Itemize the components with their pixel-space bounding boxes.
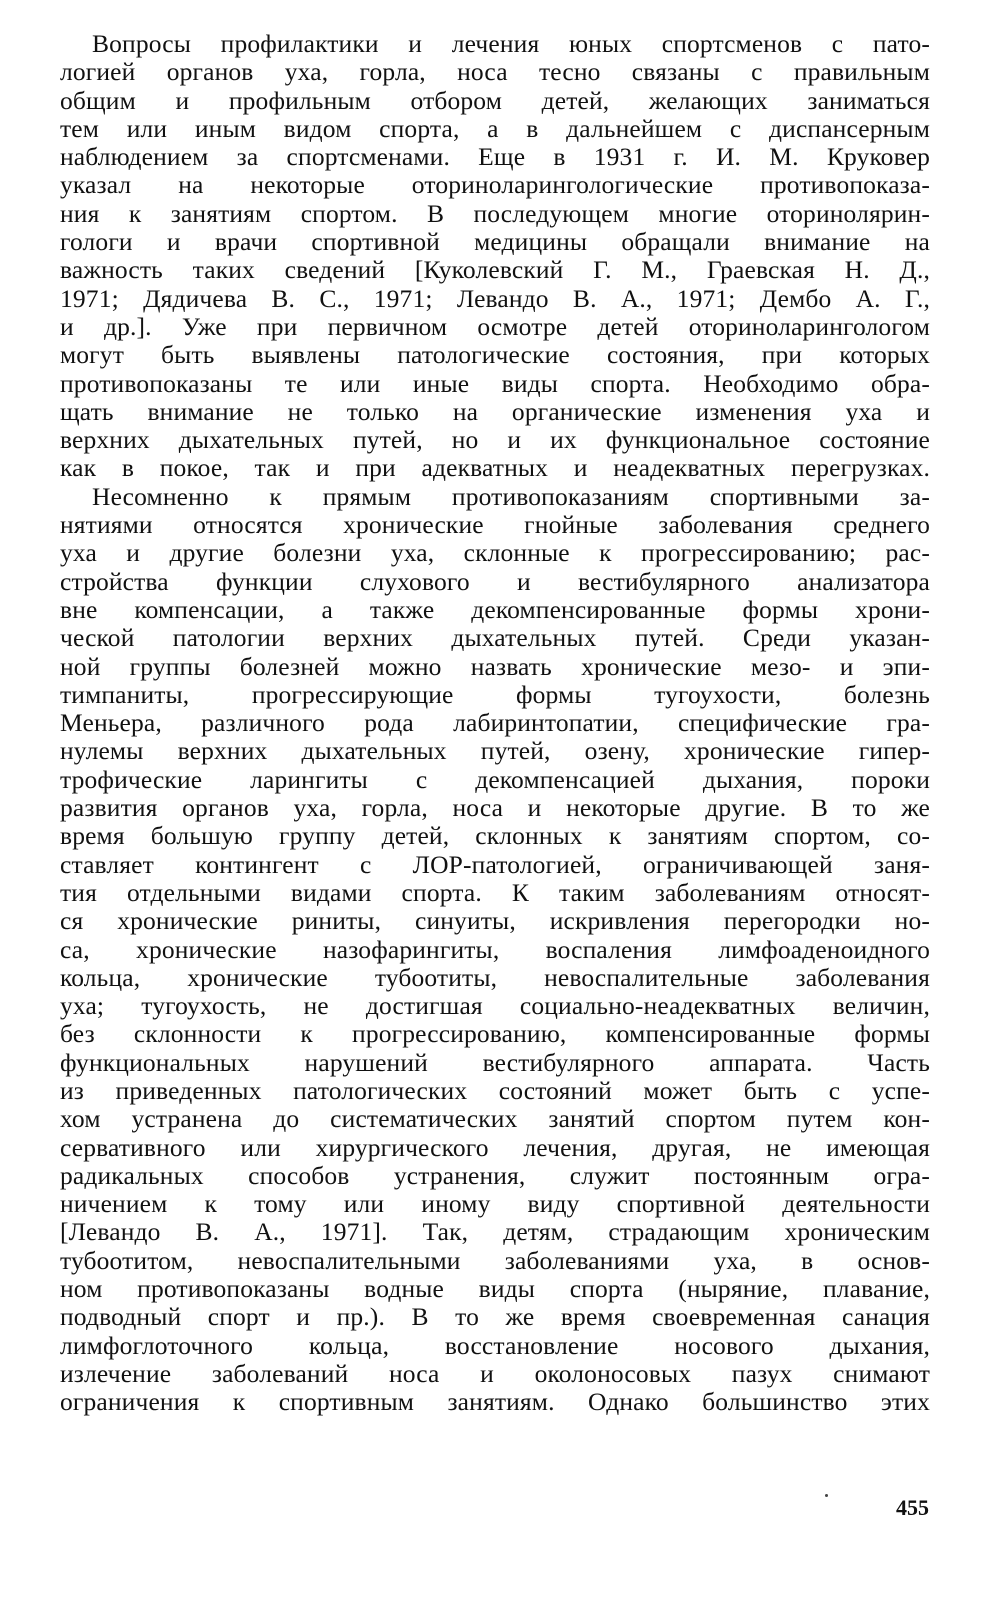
text-line: излечение заболеваний носа и околоносовых пазух снимают xyxy=(60,1359,930,1388)
document-page xyxy=(60,30,930,1570)
text-line: наблюдением за спортсменами. Еще в 1931 г. И. М. Круковер xyxy=(60,143,930,172)
text-line: Вопросы профилактики и лечения юных спортсменов с пато- xyxy=(92,30,930,58)
text-line: подводный спорт и пр.). В то же время своевременная санация xyxy=(60,1303,930,1332)
text-line: [Левандо В. А., 1971]. Так, детям, страдающим хроническим xyxy=(60,1218,930,1247)
text-line: 1971; Дядичева В. С., 1971; Левандо В. А., 1971; Дембо А. Г., xyxy=(60,284,930,313)
text-line: нятиями относятся хронические гнойные заболевания среднего xyxy=(60,511,930,540)
text-line: противопоказаны те или иные виды спорта. Необходимо обра- xyxy=(60,369,930,398)
paragraph xyxy=(60,483,930,1417)
text-line: ставляет контингент с ЛОР-патологией, ограничивающей заня- xyxy=(60,850,930,879)
text-line: радикальных способов устранения, служит постоянным огра- xyxy=(60,1161,930,1190)
text-line: время большую группу детей, склонных к занятиям спортом, со- xyxy=(60,822,930,851)
text-line: из приведенных патологических состояний может быть с успе- xyxy=(60,1076,930,1105)
text-line: ном противопоказаны водные виды спорта (ныряние, плавание, xyxy=(60,1275,930,1304)
text-line: ческой патологии верхних дыхательных путей. Среди указан- xyxy=(60,624,930,653)
text-line: тем или иным видом спорта, а в дальнейшем с диспансерным xyxy=(60,114,930,143)
text-line: ной группы болезней можно назвать хронические мезо- и эпи- xyxy=(60,652,930,681)
text-line: ничением к тому или иному виду спортивной деятельности xyxy=(60,1190,930,1219)
text-line: уха и другие болезни уха, склонные к прогрессированию; рас- xyxy=(60,539,930,568)
text-line: уха; тугоухость, не достигшая социально-неадекватных величин, xyxy=(60,992,930,1021)
text-line: щать внимание не только на органические изменения уха и xyxy=(60,397,930,426)
text-line: Несомненно к прямым противопоказаниям спортивными за- xyxy=(92,482,930,511)
text-line: вне компенсации, а также декомпенсированные формы хрони- xyxy=(60,595,930,624)
paragraph xyxy=(60,30,930,483)
text-line: ся хронические риниты, синуиты, искривления перегородки но- xyxy=(60,907,930,936)
text-line: сервативного или хирургического лечения, другая, не имеющая xyxy=(60,1133,930,1162)
text-line: са, хронические назофарингиты, воспаления лимфоаденоидного xyxy=(60,935,930,964)
text-line: указал на некоторые оториноларингологические противопоказа- xyxy=(60,171,930,200)
text-line: Меньера, различного рода лабиринтопатии, специфические гра- xyxy=(60,709,930,738)
text-line: тубоотитом, невоспалительными заболеваниями уха, в основ- xyxy=(60,1246,930,1275)
text-line: ограничения к спортивным занятиям. Однако большинство этих xyxy=(60,1388,930,1417)
text-line: лимфоглоточного кольца, восстановление носового дыхания, xyxy=(60,1331,930,1360)
page-number: 455 xyxy=(896,1495,929,1520)
text-line: нулемы верхних дыхательных путей, озену, хронические гипер- xyxy=(60,737,930,766)
text-line: логией органов уха, горла, носа тесно связаны с правильным xyxy=(60,58,930,87)
scan-speck xyxy=(825,1494,828,1497)
text-line: общим и профильным отбором детей, желающих заниматься xyxy=(60,86,930,115)
text-line: кольца, хронические тубоотиты, невоспалительные заболевания xyxy=(60,963,930,992)
text-line: и др.]. Уже при первичном осмотре детей оториноларингологом xyxy=(60,312,930,341)
text-line: тия отдельными видами спорта. К таким заболеваниям относят- xyxy=(60,878,930,907)
text-line: могут быть выявлены патологические состояния, при которых xyxy=(60,341,930,370)
text-line: развития органов уха, горла, носа и некоторые другие. В то же xyxy=(60,794,930,823)
text-line: стройства функции слухового и вестибулярного анализатора xyxy=(60,567,930,596)
text-line: трофические ларингиты с декомпенсацией дыхания, пороки xyxy=(60,765,930,794)
text-line: ния к занятиям спортом. В последующем многие оторинолярин- xyxy=(60,199,930,228)
text-line: как в покое, так и при адекватных и неадекватных перегрузках. xyxy=(60,454,930,483)
text-line: тимпаниты, прогрессирующие формы тугоухости, болезнь xyxy=(60,680,930,709)
text-line: верхних дыхательных путей, но и их функциональное состояние xyxy=(60,426,930,455)
text-line: хом устранена до систематических занятий спортом путем кон- xyxy=(60,1105,930,1134)
document-body xyxy=(60,30,930,1417)
text-line: гологи и врачи спортивной медицины обращали внимание на xyxy=(60,228,930,257)
text-line: функциональных нарушений вестибулярного аппарата. Часть xyxy=(60,1048,930,1077)
text-line: без склонности к прогрессированию, компенсированные формы xyxy=(60,1020,930,1049)
text-line: важность таких сведений [Куколевский Г. М., Граевская Н. Д., xyxy=(60,256,930,285)
